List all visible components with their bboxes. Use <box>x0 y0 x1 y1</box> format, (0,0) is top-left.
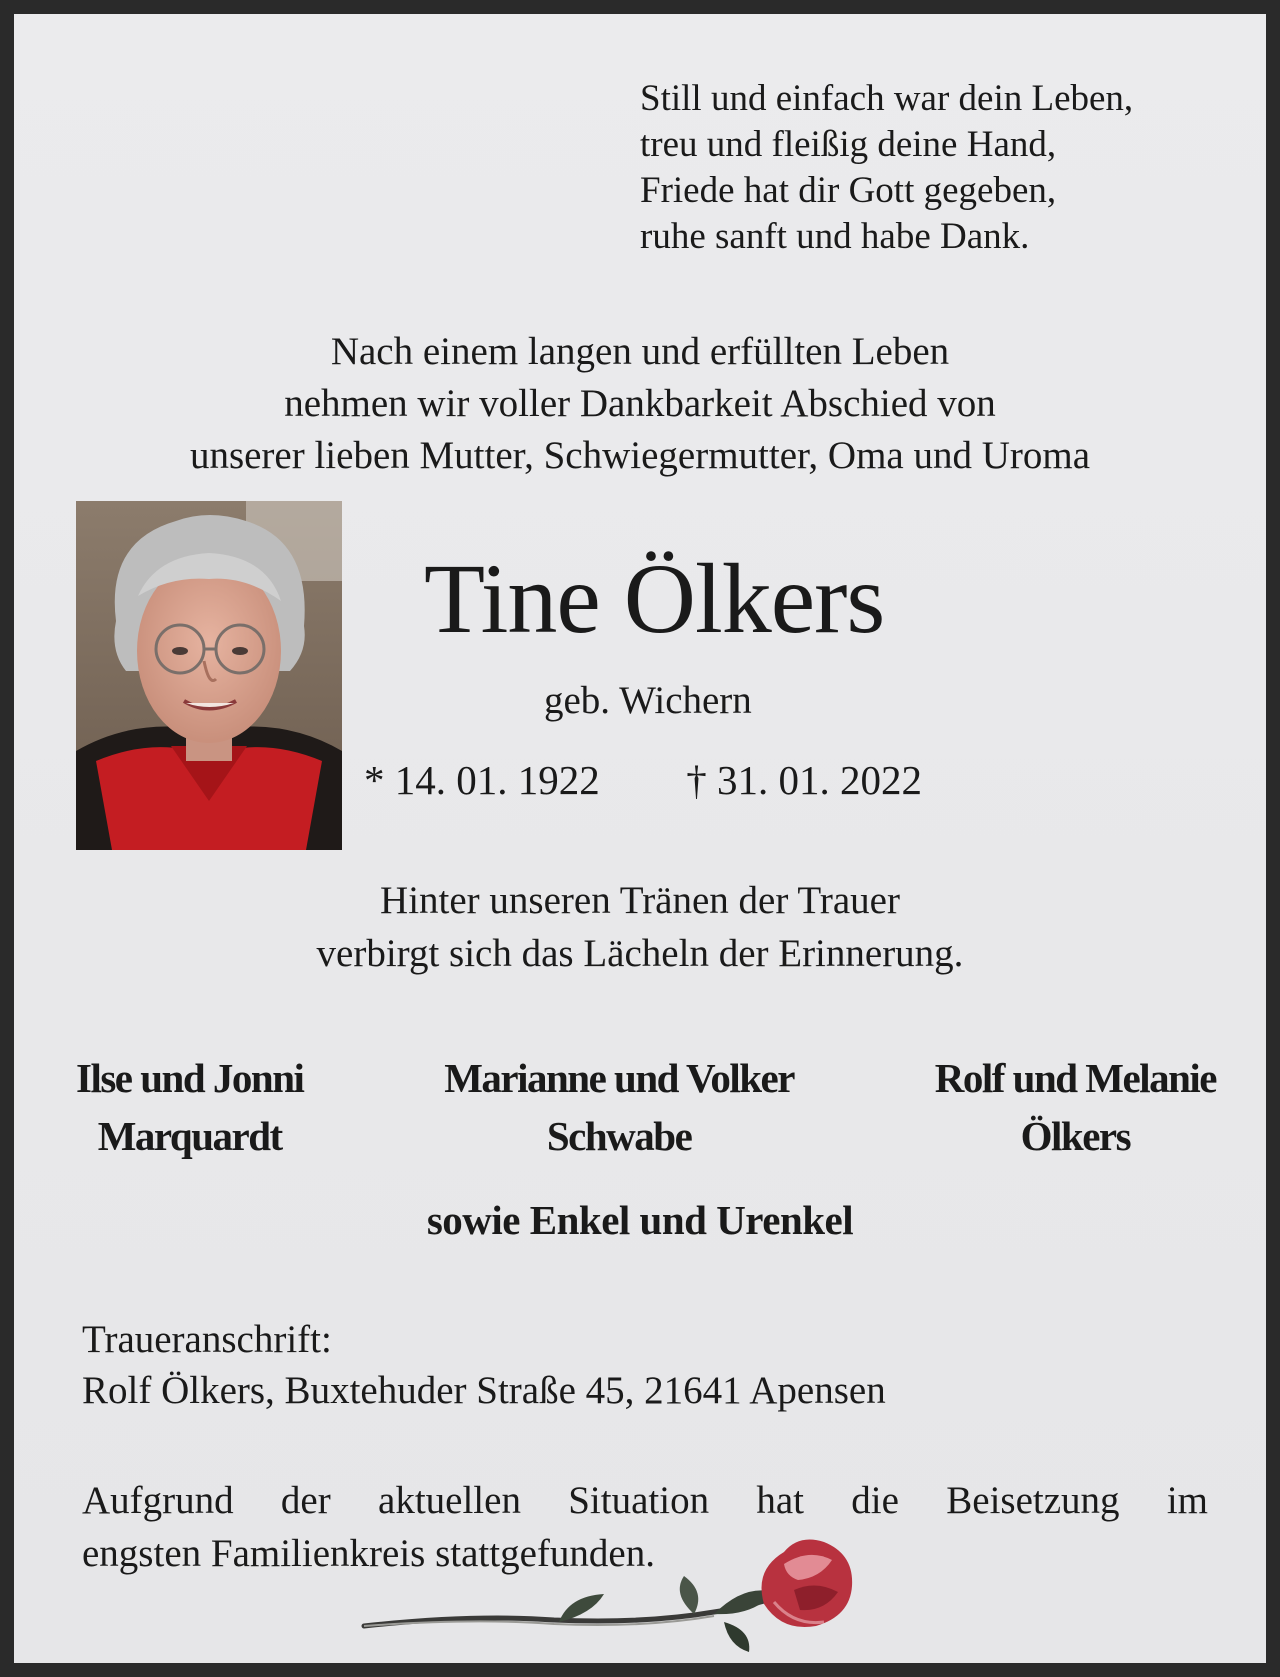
family-surname: Marquardt <box>97 1113 282 1159</box>
address-line: Rolf Ölkers, Buxtehuder Straße 45, 21641 Apensen <box>82 1369 886 1412</box>
notice-line: engsten Familienkreis stattgefunden. <box>82 1532 655 1575</box>
notice-line: Aufgrund der aktuellen Situation hat die Beisetzung im <box>82 1479 1208 1522</box>
family-first-names: Rolf und Melanie <box>934 1055 1216 1101</box>
poem-line: Friede hat dir Gott gegeben, <box>640 170 1057 211</box>
address-label: Traueranschrift: <box>82 1318 332 1361</box>
poem-line: Still und einfach war dein Leben, <box>640 78 1134 119</box>
intro-line: Nach einem langen und erfüllten Leben <box>330 330 950 373</box>
family-surname: Ölkers <box>1020 1113 1131 1159</box>
intro-line: unserer lieben Mutter, Schwiegermutter, Oma und Uroma <box>189 434 1091 477</box>
poem <box>640 76 1133 260</box>
death-date: † 31. 01. 2022 <box>686 757 922 803</box>
family-group <box>444 1049 794 1165</box>
quote-line: verbirgt sich das Lächeln der Erinnerung. <box>316 932 964 975</box>
rose-icon <box>354 1534 914 1663</box>
portrait-photo <box>76 501 342 850</box>
family-surname: Schwabe <box>546 1113 692 1159</box>
birth-name: geb. Wichern <box>544 679 752 722</box>
family-group <box>76 1049 303 1165</box>
deceased-name: Tine Ölkers <box>424 543 885 654</box>
obituary-card <box>14 14 1266 1663</box>
quote-line: Hinter unseren Tränen der Trauer <box>380 879 900 922</box>
family-group <box>935 1049 1216 1165</box>
birth-date: * 14. 01. 1922 <box>364 757 600 803</box>
life-dates <box>364 756 922 804</box>
family-first-names: Marianne und Volker <box>444 1055 794 1101</box>
family-signatures <box>76 1049 1216 1165</box>
mourning-address <box>82 1314 886 1416</box>
intro-line: nehmen wir voller Dankbarkeit Abschied von <box>284 382 996 425</box>
grandchildren-line: sowie Enkel und Urenkel <box>426 1197 854 1243</box>
family-first-names: Ilse und Jonni <box>76 1055 304 1101</box>
poem-line: treu und fleißig deine Hand, <box>640 124 1057 165</box>
portrait-illustration <box>76 501 342 850</box>
memorial-quote <box>14 874 1266 980</box>
poem-line: ruhe sanft und habe Dank. <box>640 216 1030 257</box>
intro-text <box>14 326 1266 482</box>
